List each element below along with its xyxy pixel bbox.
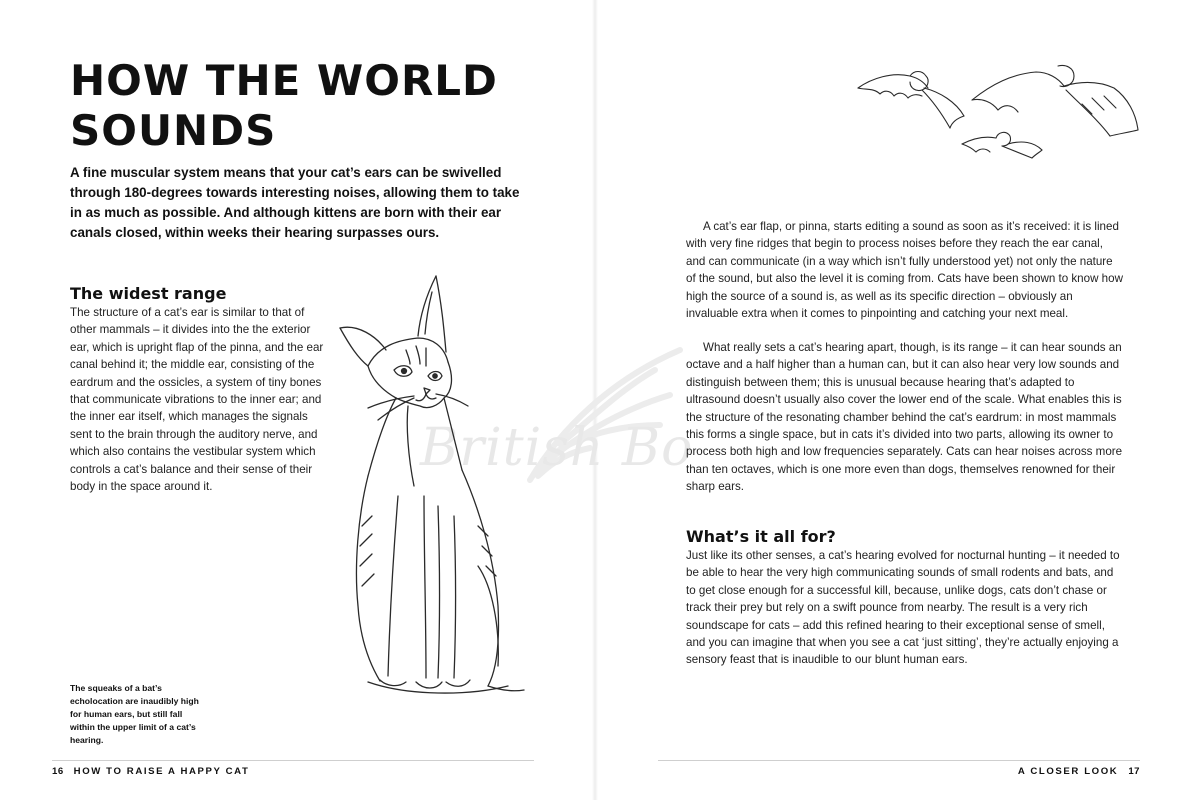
sitting-cat-sketch-icon xyxy=(328,266,528,706)
section-heading-widest-range: The widest range xyxy=(70,284,227,303)
footer-right xyxy=(1018,766,1140,777)
page-number-right: 17 xyxy=(1128,766,1140,777)
footer-left xyxy=(52,766,249,777)
section-heading-whats-it-all-for: What’s it all for? xyxy=(686,527,836,546)
footer-rule-left xyxy=(52,760,534,761)
running-title-left: HOW TO RAISE A HAPPY CAT xyxy=(73,766,250,777)
bat-caption: The squeaks of a bat’s echolocation are inaudibly high for human ears, but still fall within the upper limit of a cat’s hearing. xyxy=(70,683,199,745)
title-line-2: SOUNDS xyxy=(70,106,277,155)
flying-bats-sketch-icon xyxy=(852,58,1142,168)
right-paragraph-1: A cat’s ear flap, or pinna, starts editing a sound as soon as it’s received: it is lined with very fine ridges that begin to process noises before they reach the ear canal, and can communicate (in a way which isn’t fully understood yet) not only the nature of the sound, but also the level it is coming from. Cats have been shown to know how high the source of a sound is, as well as its specific direction – obviously an invaluable extra when it comes to pinpointing and catching your next meal. xyxy=(686,220,1123,321)
intro-paragraph: A fine muscular system means that your cat’s ears can be swivelled through 180-degrees towards interesting noises, allowing them to take in as much as possible. And although kittens are born with their ear canals closed, within weeks their hearing surpasses ours. xyxy=(70,165,520,240)
watermark-text: British Bo xyxy=(420,418,694,478)
widest-range-body: The structure of a cat’s ear is similar to that of other mammals – it divides into the the exterior ear, which is upright flap of the pinna, and the ear canal behind it; the middle ear, consisting of the eardrum and the ossicles, a system of tiny bones that communicate vibrations to the inner ear; and the inner ear itself, which manages the signals sent to the brain through the auditory nerve, and which also contains the vestibular system which controls a cat’s balance and their sense of their body in the space around it. xyxy=(70,306,324,494)
right-paragraph-2: What really sets a cat’s hearing apart, though, is its range – it can hear sounds an octave and a half higher than a human can, but it can also hear very low sounds and distinguish between them; this is unusual because hearing that’s adapted to ultrasound doesn’t usually also cover the lower end of the scale. What enables this is the structure of the resonating chamber behind the cat’s eardrum: in most mammals this forms a single space, but in cats it’s divided into two parts, allowing its owner to process both high and low frequencies separately. Cats can hear noises across more than ten octaves, which is one more even than dogs, themselves renowned for their sharp ears. xyxy=(686,341,1123,494)
title-line-1: HOW THE WORLD xyxy=(70,56,498,105)
page-title xyxy=(70,56,530,156)
footer-rule-right xyxy=(658,760,1140,761)
whats-it-all-for-body: Just like its other senses, a cat’s hearing evolved for nocturnal hunting – it needed to be able to hear the very high communicating sounds of small rodents and bats, and to get close enough for a successful kill, because, unlike dogs, cats don’t chase or track their prey but rely on a swift pounce from nearby. The result is a very rich soundscape for cats – add this refined hearing to their exceptional sense of smell, and you can imagine that when you see a cat ‘just sitting’, they’re actually enjoying a sensory feast that is inaudible to our blunt human ears. xyxy=(686,549,1120,667)
page-number-left: 16 xyxy=(52,766,64,777)
running-title-right: A CLOSER LOOK xyxy=(1017,766,1119,777)
